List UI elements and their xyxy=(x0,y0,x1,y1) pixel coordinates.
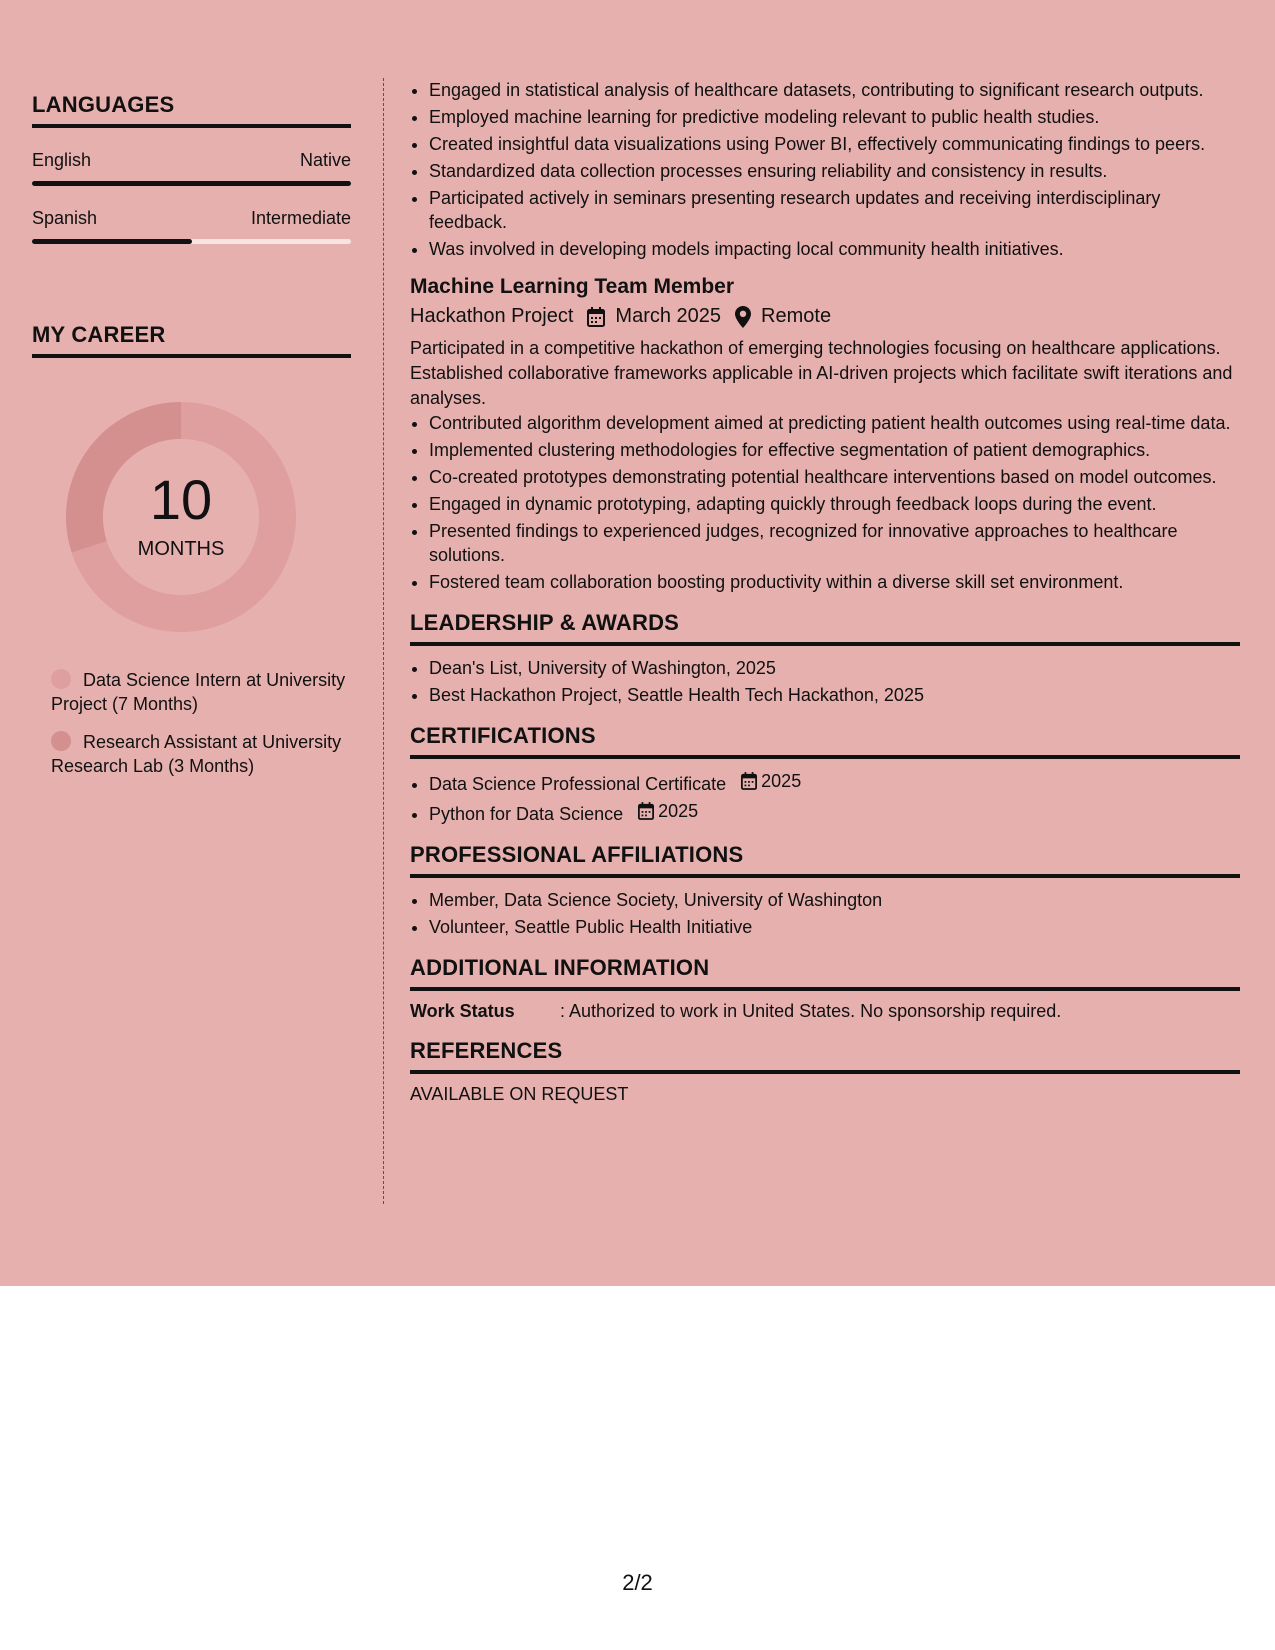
list-item: • Was involved in developing models impacting local community health initiatives. xyxy=(429,237,1240,261)
career-total: 10 xyxy=(149,468,213,531)
list-item: • Employed machine learning for predictive modeling relevant to public health studies. xyxy=(429,105,1240,129)
list-item: • Member, Data Science Society, University of Washington xyxy=(429,888,1240,912)
language-item xyxy=(32,208,351,244)
language-name: Spanish xyxy=(32,208,98,228)
language-level-bar xyxy=(32,181,351,186)
calendar-icon xyxy=(741,772,757,790)
affiliations-heading: PROFESSIONAL AFFILIATIONS xyxy=(410,842,1240,878)
references-heading: REFERENCES xyxy=(410,1038,1240,1074)
certification-year: 2025 xyxy=(761,771,802,791)
certification-item xyxy=(429,799,1240,826)
language-level-fill xyxy=(32,181,351,186)
list-item: • Co-created prototypes demonstrating potential healthcare interventions based on model outcomes. xyxy=(429,465,1240,489)
languages-heading: LANGUAGES xyxy=(32,92,351,128)
leadership-section xyxy=(410,610,1240,707)
list-item: • Created insightful data visualizations using Power BI, effectively communicating findings to peers. xyxy=(429,132,1240,156)
language-level-bar xyxy=(32,239,351,244)
job-location: Remote xyxy=(761,305,832,327)
certification-name: Data Science Professional Certificate xyxy=(429,774,727,794)
legend-label: Data Science Intern at University Project (7 Months) xyxy=(51,670,346,714)
list-item: • Volunteer, Seattle Public Health Initiative xyxy=(429,915,1240,939)
language-name: English xyxy=(32,150,92,170)
language-level-fill xyxy=(32,239,192,244)
list-item: • Presented findings to experienced judges, recognized for innovative approaches to healthcare solutions. xyxy=(429,519,1240,567)
list-item: • Standardized data collection processes ensuring reliability and consistency in results. xyxy=(429,159,1240,183)
references-section xyxy=(410,1038,1240,1105)
additional-info-heading: ADDITIONAL INFORMATION xyxy=(410,955,1240,991)
page-number: 2/2 xyxy=(622,1570,653,1595)
legend-label: Research Assistant at University Research Lab (3 Months) xyxy=(51,732,342,776)
column-divider xyxy=(383,78,384,1204)
career-donut-chart xyxy=(66,402,296,632)
legend-dot xyxy=(51,731,71,751)
right-column xyxy=(410,78,1240,1105)
certification-name: Python for Data Science xyxy=(429,804,624,824)
job-date: March 2025 xyxy=(615,305,722,327)
career-unit: MONTHS xyxy=(137,538,225,560)
job-meta xyxy=(410,305,1240,328)
list-item: • Contributed algorithm development aimed at predicting patient health outcomes using real-time data. xyxy=(429,411,1240,435)
job-title: Machine Learning Team Member xyxy=(410,275,735,298)
language-level: Native xyxy=(299,150,351,170)
list-item: • Fostered team collaboration boosting productivity within a diverse skill set environment. xyxy=(429,570,1240,594)
certification-item xyxy=(429,769,1240,796)
list-item: • Participated actively in seminars presenting research updates and receiving interdisciplinary feedback. xyxy=(429,186,1240,234)
job-description: Participated in a competitive hackathon of emerging technologies focusing on healthcare applications. Established collaborative frameworks applicable in AI-driven projects which facilitate swift iterations and analyses. xyxy=(410,338,1233,408)
job-bullets xyxy=(410,411,1240,594)
list-item: • Dean's List, University of Washington, 2025 xyxy=(429,656,1240,680)
references-text: AVAILABLE ON REQUEST xyxy=(410,1084,629,1104)
experience-continued-list xyxy=(410,78,1240,261)
work-status-row xyxy=(410,1001,1240,1022)
legend-dot xyxy=(51,669,71,689)
work-status-label: Work Status xyxy=(410,1001,515,1021)
language-item xyxy=(32,150,351,186)
job-organization: Hackathon Project xyxy=(410,305,574,327)
career-heading: MY CAREER xyxy=(32,322,351,358)
additional-info-section xyxy=(410,955,1240,1022)
language-level: Intermediate xyxy=(250,208,351,228)
list-item: • Best Hackathon Project, Seattle Health Tech Hackathon, 2025 xyxy=(429,683,1240,707)
leadership-heading: LEADERSHIP & AWARDS xyxy=(410,610,1240,646)
career-legend-item xyxy=(51,730,351,778)
certifications-section xyxy=(410,723,1240,826)
list-item: • Engaged in dynamic prototyping, adapting quickly through feedback loops during the event. xyxy=(429,492,1240,516)
list-item: • Engaged in statistical analysis of healthcare datasets, contributing to significant research outputs. xyxy=(429,78,1240,102)
work-status-value: : Authorized to work in United States. No sponsorship required. xyxy=(560,1001,1062,1021)
certifications-heading: CERTIFICATIONS xyxy=(410,723,1240,759)
left-column xyxy=(32,92,351,792)
affiliations-section xyxy=(410,842,1240,939)
certification-year: 2025 xyxy=(658,801,699,821)
calendar-icon xyxy=(638,802,654,820)
calendar-icon xyxy=(587,307,605,327)
career-legend-item xyxy=(51,668,351,716)
map-pin-icon xyxy=(735,306,751,328)
career-legend xyxy=(32,668,351,778)
list-item: • Implemented clustering methodologies for effective segmentation of patient demographics. xyxy=(429,438,1240,462)
